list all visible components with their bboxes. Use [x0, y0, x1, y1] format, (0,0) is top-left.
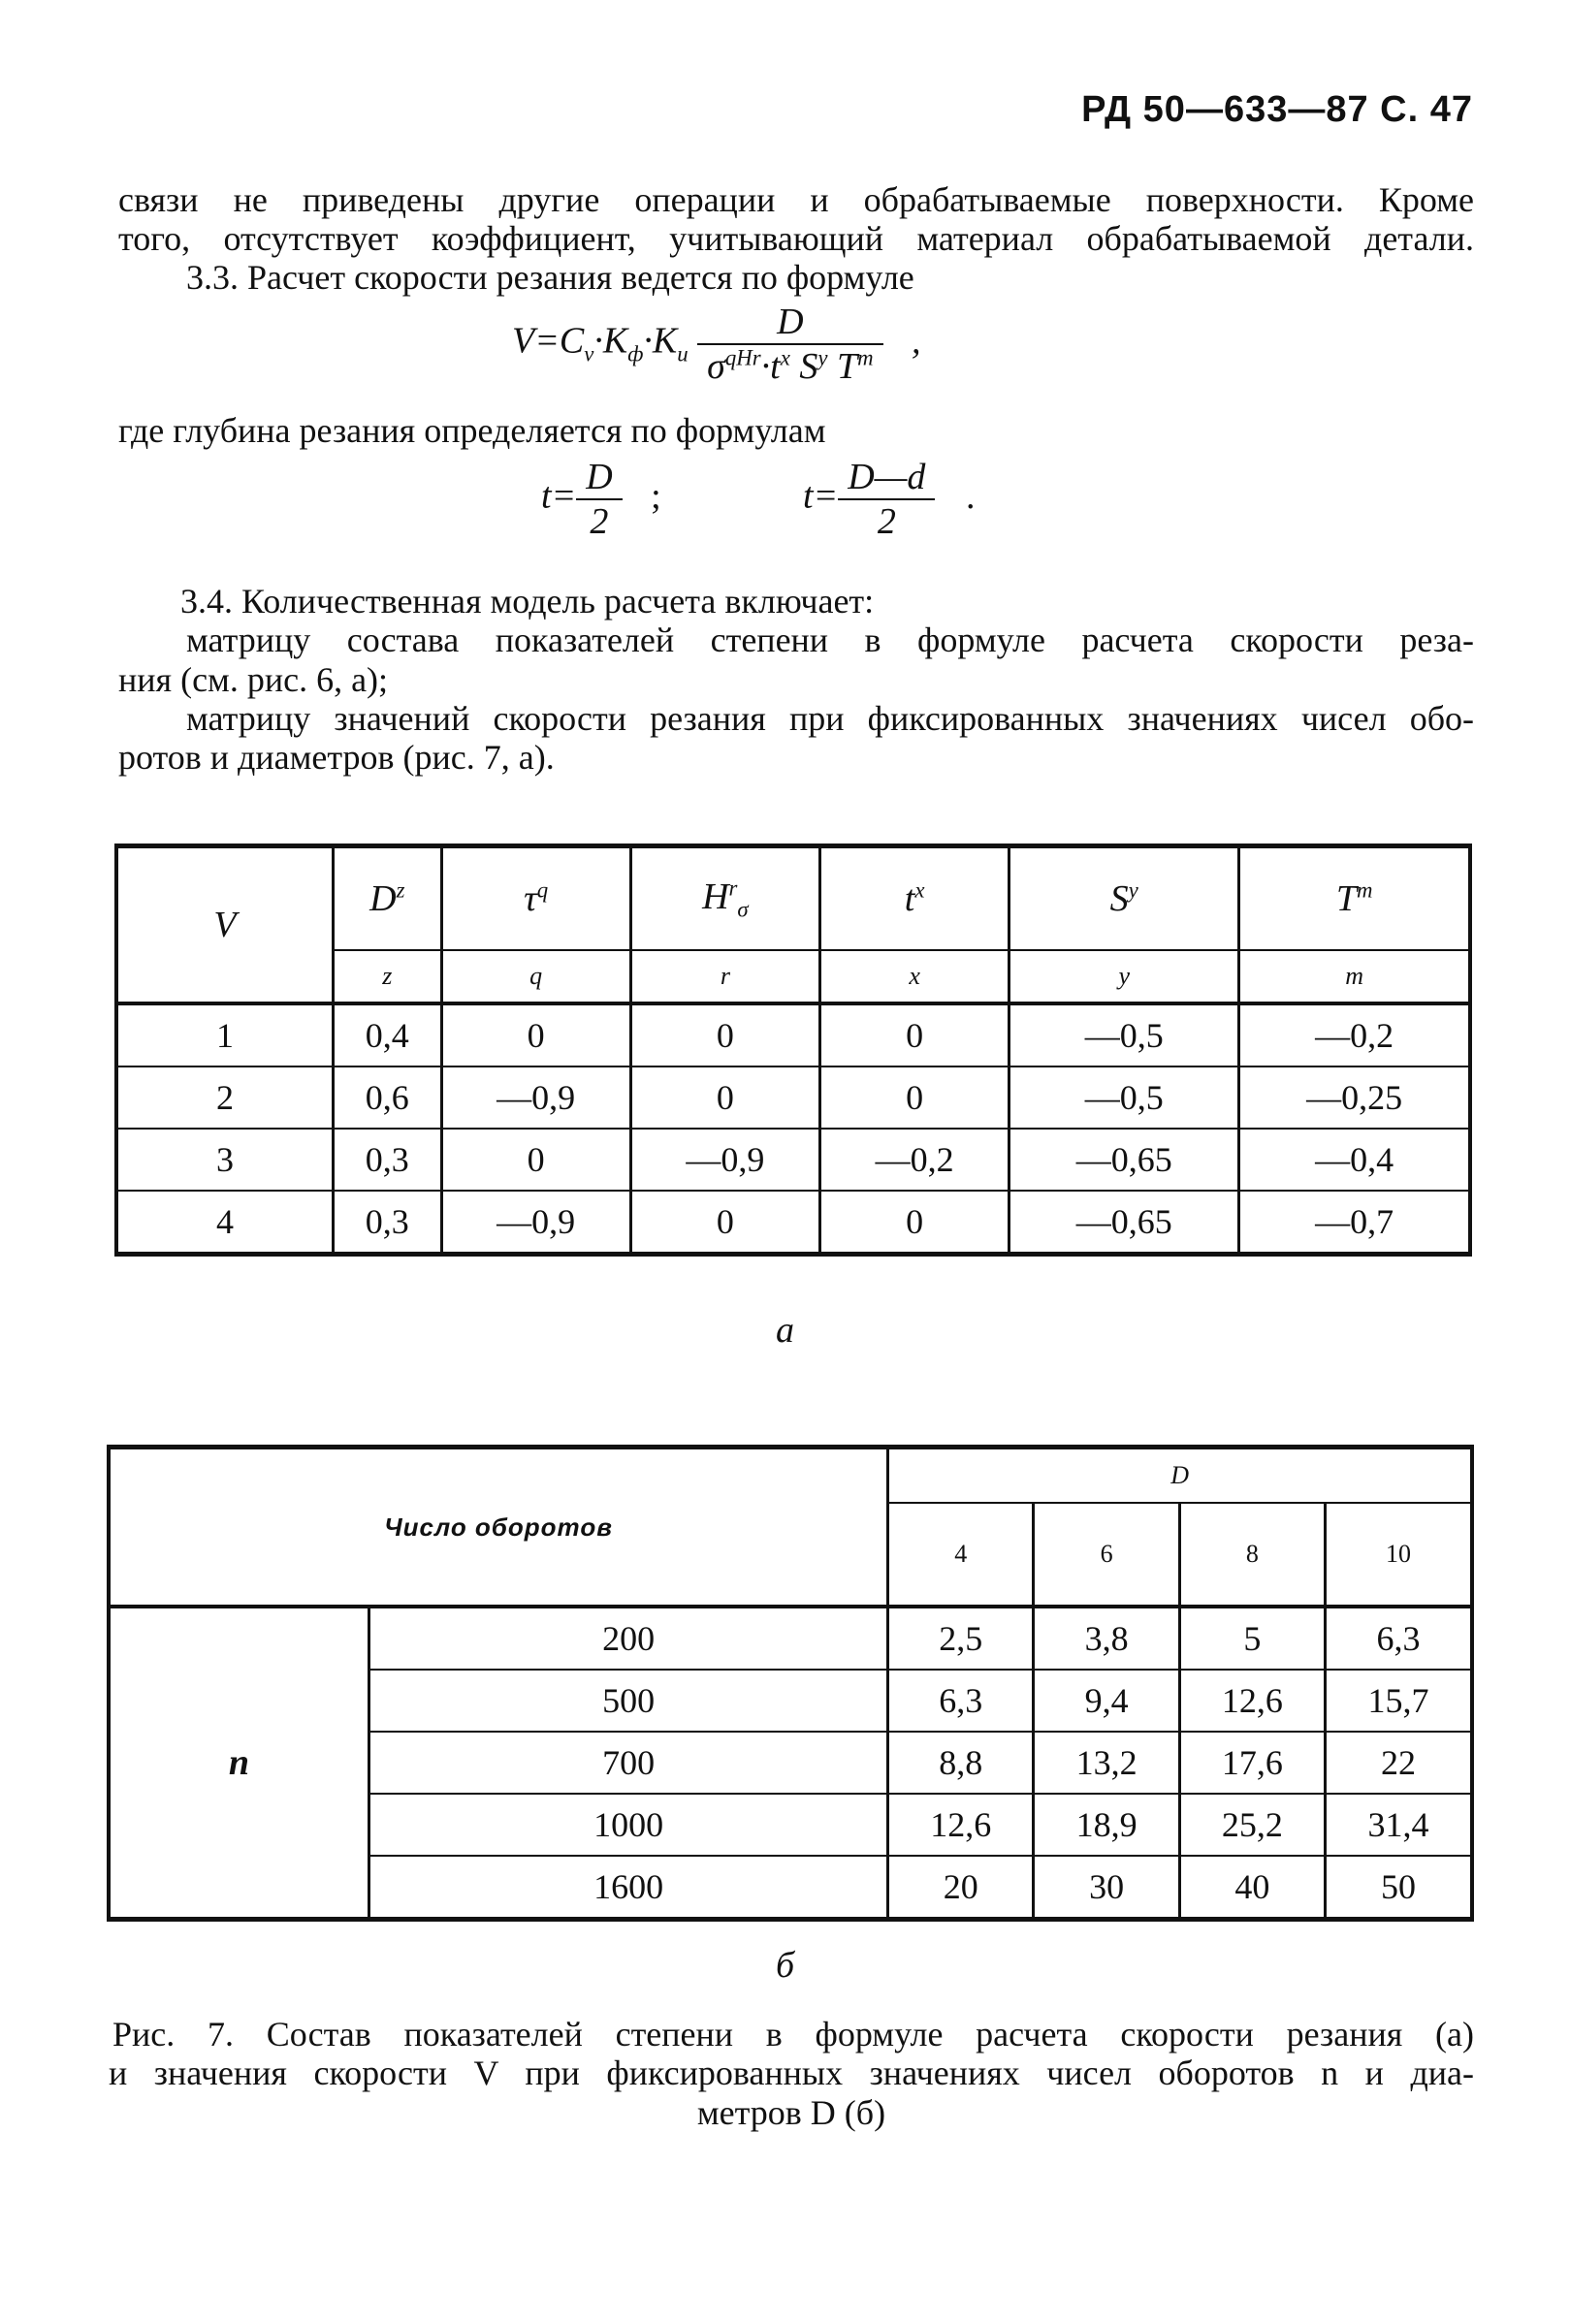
table-cell: 31,4	[1326, 1794, 1472, 1856]
table-cell: —0,4	[1239, 1129, 1470, 1191]
table-cell: 1600	[369, 1856, 888, 1920]
table-cell: 500	[369, 1670, 888, 1732]
table-cell: —0,25	[1239, 1066, 1470, 1129]
table-cell: —0,9	[630, 1129, 819, 1191]
table-cell: 700	[369, 1732, 888, 1794]
table-cell: —0,2	[819, 1129, 1009, 1191]
table-cell: 0	[819, 1191, 1009, 1255]
table-cell: 0	[441, 1129, 630, 1191]
formula-sub: и	[677, 341, 689, 366]
table-cell: —0,7	[1239, 1191, 1470, 1255]
paragraph-intro	[118, 180, 1474, 259]
text-line: ния (см. рис. 6, а);	[118, 659, 389, 699]
table-row	[116, 1191, 1470, 1255]
table-cell: —0,2	[1239, 1003, 1470, 1066]
formula-depth-2	[803, 456, 975, 543]
header-symbol: S	[1109, 878, 1129, 919]
table-cell: 22	[1326, 1732, 1472, 1794]
table-cell: 9,4	[1034, 1670, 1179, 1732]
table-cell: 18,9	[1034, 1794, 1179, 1856]
column-header: 6	[1034, 1503, 1179, 1607]
formula-numerator: D	[586, 457, 613, 497]
formula-numerator: D	[777, 302, 804, 342]
header-sub: σ	[737, 897, 749, 922]
table-cell: 15,7	[1326, 1670, 1472, 1732]
table-cell: 0	[819, 1003, 1009, 1066]
table-cell: 2,5	[888, 1607, 1034, 1670]
table-cell: 8,8	[888, 1732, 1034, 1794]
formula-fraction	[576, 456, 622, 543]
exponent-cell: y	[1009, 950, 1239, 1003]
formula-lhs: t=	[803, 475, 839, 517]
formula-lhs: t=	[541, 475, 577, 517]
table-cell: 20	[888, 1856, 1034, 1920]
table-cell: 0,6	[334, 1066, 442, 1129]
header-symbol: H	[702, 875, 729, 917]
table-header-row	[116, 846, 1470, 951]
formula-fraction	[838, 456, 935, 543]
header-sup: m	[1356, 877, 1373, 903]
exponent-cell: r	[630, 950, 819, 1003]
column-header: 10	[1326, 1503, 1472, 1607]
header-cell	[441, 846, 630, 951]
header-sup: x	[914, 877, 925, 903]
formula-part: T	[836, 346, 858, 387]
table-cell: 3,8	[1034, 1607, 1179, 1670]
header-cell	[1009, 846, 1239, 951]
table-cell: 5	[1179, 1607, 1325, 1670]
column-group-header: D	[1170, 1461, 1189, 1489]
caption-line: Рис. 7. Состав показателей степени в формуле расчета скорости резания (а)	[112, 2015, 1474, 2053]
table-cell: 1	[116, 1003, 334, 1066]
table-cell: 2	[116, 1066, 334, 1129]
exponent-cell: m	[1239, 950, 1470, 1003]
page-header: РД 50—633—87 С. 47	[1081, 89, 1473, 130]
table-cell: 3	[116, 1129, 334, 1191]
table-cell: —0,5	[1009, 1003, 1239, 1066]
formula-sup: m	[857, 345, 874, 370]
table-cell: —0,9	[441, 1191, 630, 1255]
exponent-cell: x	[819, 950, 1009, 1003]
formula-depth-1	[541, 456, 661, 543]
header-sup: q	[536, 877, 549, 903]
section-3-3: 3.3. Расчет скорости резания ведется по формуле	[186, 258, 914, 297]
text-line: матрицу состава показателей степени в формуле расчета скорости реза-	[186, 621, 1474, 660]
header-cell	[630, 846, 819, 951]
table-cell: 12,6	[1179, 1670, 1325, 1732]
table-cell: 0,3	[334, 1129, 442, 1191]
formula-separator: ;	[651, 475, 661, 517]
header-symbol: t	[904, 878, 915, 919]
formula-part: S	[799, 346, 818, 387]
header-sup: r	[728, 875, 738, 901]
table-cell: 0	[630, 1066, 819, 1129]
table-group-header-row	[109, 1448, 1472, 1504]
exponent-matrix-table	[114, 844, 1472, 1257]
table-cell: 4	[116, 1191, 334, 1255]
table-cell: —0,9	[441, 1066, 630, 1129]
caption-line: метров D (б)	[696, 2092, 886, 2132]
table-cell: 200	[369, 1607, 888, 1670]
table-a-caption: а	[776, 1310, 794, 1351]
formula-sup: y	[817, 345, 828, 370]
table-cell: 0	[819, 1066, 1009, 1129]
text-line: связи не приведены другие операции и обрабатываемые поверхности. Кроме	[118, 180, 1474, 219]
column-header: 8	[1179, 1503, 1325, 1607]
table-b-caption: б	[776, 1945, 795, 1986]
header-cell	[334, 846, 442, 951]
table-cell: 12,6	[888, 1794, 1034, 1856]
table-cell: 0,4	[334, 1003, 442, 1066]
header-sup: y	[1128, 877, 1138, 903]
exponent-cell: q	[441, 950, 630, 1003]
column-header: 4	[888, 1503, 1034, 1607]
text-line: матрицу значений скорости резания при фиксированных значениях чисел обо-	[186, 698, 1474, 738]
table-cell: 6,3	[888, 1670, 1034, 1732]
figure-caption	[109, 2015, 1474, 2132]
formula-fraction	[697, 301, 882, 388]
table-cell: 30	[1034, 1856, 1179, 1920]
formula-denominator: 2	[590, 501, 609, 542]
formula-cutting-speed	[512, 301, 921, 388]
formula-sup: x	[780, 345, 790, 370]
formula-part: σ	[707, 346, 725, 387]
formula-sub: v	[584, 341, 594, 366]
table-cell: 0	[441, 1003, 630, 1066]
header-symbol: D	[369, 878, 397, 919]
formula-denominator: 2	[877, 501, 896, 542]
table-cell: 17,6	[1179, 1732, 1325, 1794]
formula-part: ·t	[760, 346, 781, 387]
formula-lhs: V=C	[512, 320, 585, 362]
depth-intro: где глубина резания определяется по формулам	[118, 411, 826, 450]
text-line: того, отсутствует коэффициент, учитывающий материал обрабатываемой детали.	[118, 219, 1474, 259]
table-corner-cell: V	[213, 905, 237, 945]
header-sup: z	[396, 877, 405, 903]
table-row	[116, 1066, 1470, 1129]
formula-part: ·K	[643, 320, 678, 362]
formula-sup: qHr	[724, 345, 761, 370]
header-cell	[1239, 846, 1470, 951]
table-cell: 40	[1179, 1856, 1325, 1920]
exponent-cell: z	[334, 950, 442, 1003]
formula-part: ·K	[593, 320, 628, 362]
text-line: ротов и диаметров (рис. 7, а).	[118, 738, 555, 778]
header-symbol: τ	[524, 878, 537, 919]
table-cell: 1000	[369, 1794, 888, 1856]
section-title: 3.4. Количественная модель расчета включает:	[180, 582, 875, 621]
table-cell: —0,65	[1009, 1191, 1239, 1255]
header-cell	[819, 846, 1009, 951]
table-row	[116, 1003, 1470, 1066]
table-cell: 6,3	[1326, 1607, 1472, 1670]
table-row	[116, 1129, 1470, 1191]
formula-denominator	[697, 345, 882, 388]
formula-trail: ,	[912, 320, 921, 362]
table-cell: —0,5	[1009, 1066, 1239, 1129]
header-symbol: T	[1335, 878, 1357, 919]
table-row	[109, 1607, 1472, 1670]
formula-trail: .	[965, 475, 976, 517]
table-cell: 0	[630, 1191, 819, 1255]
table-cell: 0,3	[334, 1191, 442, 1255]
table-cell: —0,65	[1009, 1129, 1239, 1191]
table-cell: 13,2	[1034, 1732, 1179, 1794]
row-header-label: Число оборотов	[109, 1448, 888, 1608]
n-label-cell: n	[109, 1607, 369, 1920]
table-cell: 50	[1326, 1856, 1472, 1920]
table-cell: 25,2	[1179, 1794, 1325, 1856]
section-3-4	[118, 582, 1474, 778]
speed-values-table	[107, 1445, 1474, 1922]
table-cell: 0	[630, 1003, 819, 1066]
formula-numerator: D—d	[848, 457, 926, 497]
caption-line: и значения скорости V при фиксированных значениях чисел оборотов n и диа-	[109, 2053, 1474, 2093]
formula-sub: ф	[627, 341, 644, 366]
